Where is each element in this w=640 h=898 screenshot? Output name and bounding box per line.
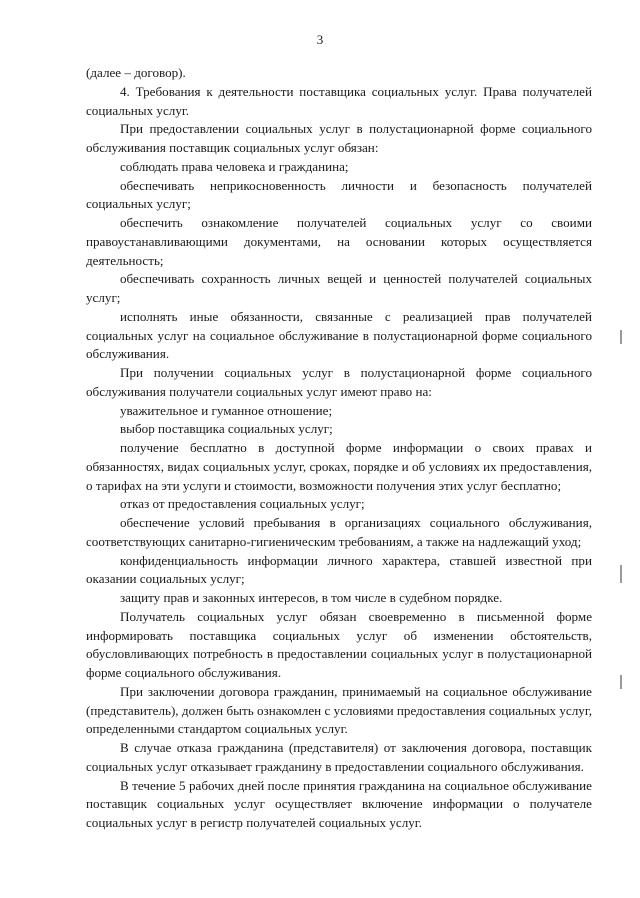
paragraph: Получатель социальных услуг обязан своевременно в письменной форме информировать поставщика социальных услуг об изменении обстоятельств, обусловливающих потребность в предоставлении социальных услуг в полустационарной форме социального обслуживания.: [86, 608, 592, 680]
scan-edge-mark: [620, 330, 622, 344]
list-item: обеспечение условий пребывания в организациях социального обслуживания, соответствующих санитарно-гигиеническим требованиям, а также на надлежащий уход;: [86, 515, 592, 549]
section-heading: 4. Требования к деятельности поставщика социальных услуг. Права получателей социальных услуг.: [86, 83, 592, 118]
list-item: уважительное и гуманное отношение;: [120, 402, 333, 418]
document-body: [86, 64, 592, 833]
scan-edge-mark: [620, 565, 622, 583]
list-item: обеспечивать сохранность личных вещей и ценностей получателей социальных услуг;: [86, 271, 592, 305]
page-number: 3: [316, 32, 324, 47]
paragraph: В течение 5 рабочих дней после принятия гражданина на социальное обслуживание поставщик социальных услуг осуществляет включение информации о получателе социальных услуг в регистр получателей социальных услуг.: [86, 777, 592, 830]
paragraph: В случае отказа гражданина (представителя) от заключения договора, поставщик социальных услуг отказывает гражданину в предоставлении социального обслуживания.: [86, 740, 592, 774]
list-item: выбор поставщика социальных услуг;: [120, 421, 333, 437]
list-item: получение бесплатно в доступной форме информации о своих правах и обязанностях, видах социальных услуг, сроках, порядке и об условиях их предоставления, о тарифах на эти услуги и стоимости, возможности получения этих услуг бесплатно;: [86, 440, 592, 493]
list-item: обеспечивать неприкосновенность личности и безопасность получателей социальных услуг;: [86, 177, 592, 212]
paragraph: (далее – договор).: [86, 65, 186, 80]
paragraph: При получении социальных услуг в полустационарной форме социального обслуживания получатели социальных услуг имеют право на:: [86, 365, 592, 399]
list-item: отказ от предоставления социальных услуг;: [120, 496, 365, 512]
list-item: обеспечить ознакомление получателей социальных услуг со своими правоустанавливающими документами, на основании которых осуществляется деятельность;: [86, 215, 592, 268]
list-item: защиту прав и законных интересов, в том числе в судебном порядке.: [120, 590, 503, 605]
list-item: соблюдать права человека и гражданина;: [120, 158, 349, 174]
paragraph: При заключении договора гражданин, принимаемый на социальное обслуживание (представитель), должен быть ознакомлен с условиями предоставления социальных услуг, определенными стандартом социальных услуг.: [86, 683, 592, 737]
list-item: конфиденциальность информации личного характера, ставшей известной при оказании социальных услуг;: [86, 552, 592, 587]
list-item: исполнять иные обязанности, связанные с реализацией прав получателей социальных услуг на социальное обслуживание в полустационарной форме социального обслуживания.: [86, 308, 592, 362]
scan-edge-mark: [620, 675, 622, 689]
paragraph: При предоставлении социальных услуг в полустационарной форме социального обслуживания поставщик социальных услуг обязан:: [86, 121, 592, 155]
